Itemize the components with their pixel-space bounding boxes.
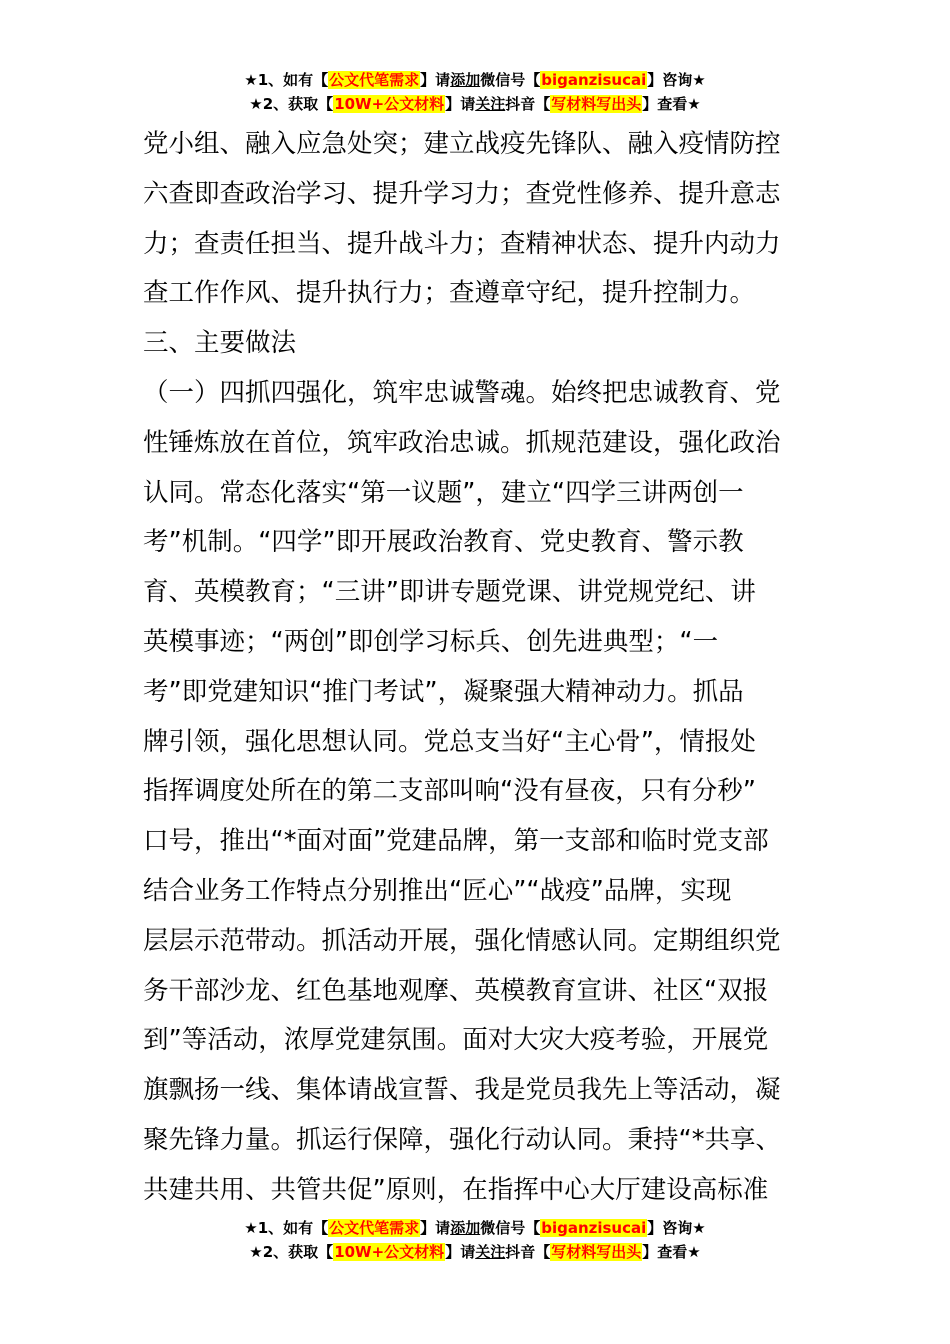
banner-underlined-text: 添加 <box>450 71 481 89</box>
footer-banner <box>0 1216 950 1264</box>
banner-highlight: 公文代笔需求 <box>329 71 420 89</box>
body-line: 到”等活动，浓厚党建氛围。面对大灾大疫考验，开展党 <box>143 1025 769 1056</box>
banner-text: 】查看★ <box>642 95 701 113</box>
banner-line-2 <box>0 1240 950 1264</box>
banner-highlight: 公文代笔需求 <box>329 1219 420 1237</box>
body-line: 力；查责任担当、提升战斗力；查精神状态、提升内动力 <box>143 228 781 259</box>
body-line: 考”机制。“四学”即开展政治教育、党史教育、警示教 <box>143 527 744 558</box>
banner-underlined-text: 添加 <box>450 1219 481 1237</box>
banner-text: 】请 <box>445 95 476 113</box>
body-line: 层层示范带动。抓活动开展，强化情感认同。定期组织党 <box>143 925 781 956</box>
body-line: 牌引领，强化思想认同。党总支当好“主心骨”，情报处 <box>143 726 756 757</box>
banner-underlined-text: 关注 <box>475 1243 506 1261</box>
header-banner <box>0 68 950 116</box>
banner-line-1 <box>0 68 950 92</box>
body-line: 口号，推出“*面对面”党建品牌，第一支部和临时党支部 <box>143 826 769 857</box>
body-line: 育、英模教育；“三讲”即讲专题党课、讲党规党纪、讲 <box>143 577 756 608</box>
banner-text: 】咨询★ <box>647 71 706 89</box>
banner-text: ★2、获取【 <box>249 1243 334 1261</box>
banner-highlight: biganzisucai <box>541 1219 647 1237</box>
body-line: 务干部沙龙、红色基地观摩、英模教育宣讲、社区“双报 <box>143 975 769 1006</box>
body-line: 六查即查政治学习、提升学习力；查党性修养、提升意志 <box>143 178 781 209</box>
banner-text: ★1、如有【 <box>244 1219 329 1237</box>
banner-text: 】查看★ <box>642 1243 701 1261</box>
body-line: 旗飘扬一线、集体请战宣誓、我是党员我先上等活动，凝 <box>143 1075 781 1106</box>
body-line: 结合业务工作特点分别推出“匠心”“战疫”品牌，实现 <box>143 875 732 906</box>
banner-text: 微信号【 <box>480 1219 541 1237</box>
body-line: 认同。常态化落实“第一议题”，建立“四学三讲两创一 <box>143 477 744 508</box>
banner-text: 微信号【 <box>480 71 541 89</box>
banner-text: 抖音【 <box>505 95 551 113</box>
body-line: 党小组、融入应急处突；建立战疫先锋队、融入疫情防控 <box>143 129 781 159</box>
body-line: 共建共用、共管共促”原则，在指挥中心大厅建设高标准 <box>143 1174 769 1205</box>
banner-text: ★2、获取【 <box>249 95 334 113</box>
body-line: 考”即党建知识“推门考试”，凝聚强大精神动力。抓品 <box>143 676 744 707</box>
banner-text: 】请 <box>420 1219 451 1237</box>
body-line: 英模事迹；“两创”即创学习标兵、创先进典型；“一 <box>143 626 719 657</box>
banner-highlight: 10W+公文材料 <box>334 1243 445 1261</box>
banner-text: 】请 <box>445 1243 476 1261</box>
banner-line-1 <box>0 1216 950 1240</box>
banner-underlined-text: 关注 <box>475 95 506 113</box>
body-line: 聚先锋力量。抓运行保障，强化行动认同。秉持“*共享、 <box>143 1124 781 1155</box>
banner-highlight: 10W+公文材料 <box>334 95 445 113</box>
body-line: 指挥调度处所在的第二支部叫响“没有昼夜，只有分秒” <box>143 776 756 807</box>
body-line: 查工作作风、提升执行力；查遵章守纪，提升控制力。 <box>143 278 756 309</box>
body-line: （一）四抓四强化，筑牢忠诚警魂。始终把忠诚教育、党 <box>143 377 781 408</box>
banner-highlight: 写材料写出头 <box>551 1243 642 1261</box>
banner-text: ★1、如有【 <box>244 71 329 89</box>
document-body <box>143 120 813 1216</box>
banner-highlight: biganzisucai <box>541 71 647 89</box>
banner-highlight: 写材料写出头 <box>551 95 642 113</box>
banner-line-2 <box>0 92 950 116</box>
section-heading: 三、主要做法 <box>143 328 297 359</box>
banner-text: 】请 <box>420 71 451 89</box>
banner-text: 】咨询★ <box>647 1219 706 1237</box>
banner-text: 抖音【 <box>505 1243 551 1261</box>
body-line: 性锤炼放在首位，筑牢政治忠诚。抓规范建设，强化政治 <box>143 427 781 458</box>
